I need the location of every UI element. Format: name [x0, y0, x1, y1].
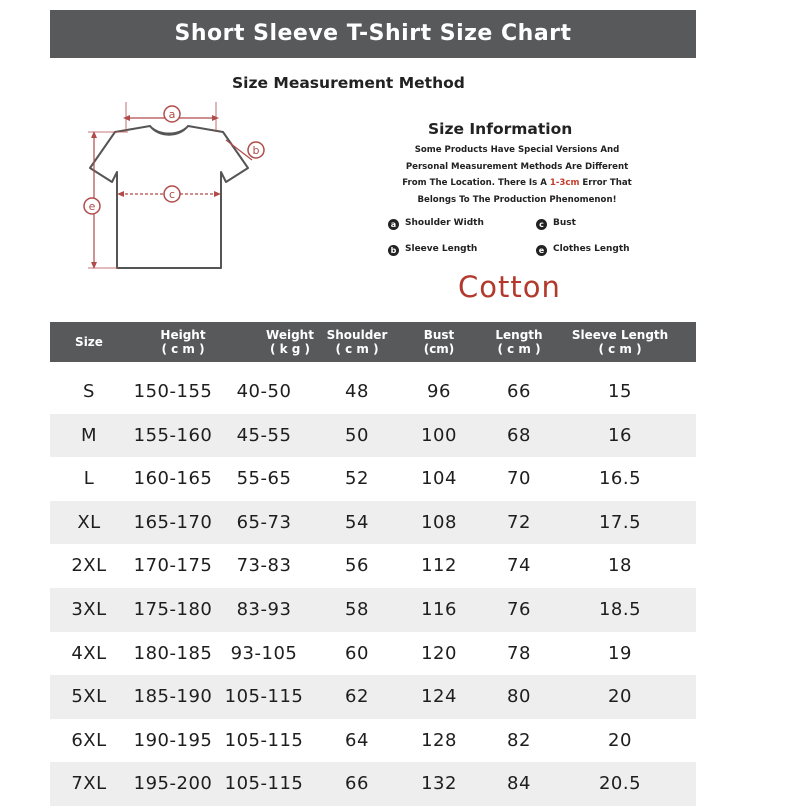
cell-height: 155-160 [133, 424, 213, 446]
legend-bust: c Bust [536, 218, 576, 230]
cell-weight: 105-115 [224, 729, 304, 751]
cell-weight: 65-73 [236, 511, 292, 533]
cell-shoulder: 48 [345, 381, 369, 402]
cell-size: 5XL [71, 686, 107, 708]
cell-length: 70 [507, 468, 531, 490]
cell-height: 175-180 [133, 599, 213, 620]
measurement-method-title: Size Measurement Method [232, 74, 465, 92]
col-header-weight: Weight ( k g ) [266, 328, 314, 356]
cell-weight: 40-50 [236, 381, 292, 402]
label-e: e [88, 200, 96, 213]
cell-size: 6XL [71, 729, 107, 751]
cell-shoulder: 50 [345, 424, 369, 446]
table-row [50, 501, 696, 545]
page-title: Short Sleeve T-Shirt Size Chart [174, 21, 572, 46]
info-line-3: From The Location. There Is A 1-3cm Error That [402, 178, 632, 189]
cell-shoulder: 52 [345, 468, 369, 490]
cell-bust: 132 [421, 773, 457, 795]
cell-sleeve-length: 20.5 [598, 773, 642, 795]
cell-bust: 108 [421, 511, 457, 533]
cell-weight: 55-65 [236, 468, 292, 490]
cell-weight: 83-93 [236, 599, 292, 620]
legend-shoulder-width: a Shoulder Width [388, 218, 484, 230]
cell-sleeve-length: 19 [608, 642, 632, 664]
cell-shoulder: 66 [345, 773, 369, 795]
cell-length: 68 [507, 424, 531, 446]
table-row [50, 370, 696, 414]
cell-height: 180-185 [133, 642, 213, 664]
cell-length: 80 [507, 686, 531, 708]
cell-weight: 45-55 [236, 424, 292, 446]
legend-a-icon: a [388, 219, 399, 230]
table-row [50, 675, 696, 719]
legend-c-icon: c [536, 219, 547, 230]
cell-size: 3XL [71, 599, 107, 620]
col-header-size: Size [75, 335, 103, 349]
cell-height: 150-155 [133, 381, 213, 402]
col-header-bust: Bust (cm) [423, 328, 455, 356]
cell-bust: 128 [421, 729, 457, 751]
cell-sleeve-length: 16.5 [598, 468, 642, 490]
cell-weight: 93-105 [230, 642, 298, 664]
info-line-4: Belongs To The Production Phenomenon! [417, 194, 617, 205]
cell-size: 4XL [71, 642, 107, 664]
cell-weight: 105-115 [224, 686, 304, 708]
col-header-sleeve-length: Sleeve Length ( c m ) [571, 328, 669, 356]
cell-height: 190-195 [133, 729, 213, 751]
cell-sleeve-length: 18.5 [598, 599, 642, 620]
label-b: b [252, 144, 260, 157]
cell-height: 170-175 [133, 555, 213, 577]
cell-size: 2XL [71, 555, 107, 577]
legend-sleeve-length: b Sleeve Length [388, 244, 477, 256]
cell-bust: 96 [427, 381, 451, 402]
cell-bust: 124 [421, 686, 457, 708]
cell-size: M [80, 424, 98, 446]
cell-height: 195-200 [133, 773, 213, 795]
cell-bust: 116 [421, 599, 457, 620]
table-row [50, 588, 696, 632]
cell-sleeve-length: 16 [608, 424, 632, 446]
label-a: a [168, 108, 176, 121]
cell-length: 66 [507, 381, 531, 402]
cell-sleeve-length: 15 [608, 381, 632, 402]
cell-length: 82 [507, 729, 531, 751]
label-c: c [168, 188, 176, 201]
table-row [50, 414, 696, 458]
cell-height: 165-170 [133, 511, 213, 533]
cell-weight: 105-115 [224, 773, 304, 795]
cell-sleeve-length: 20 [608, 686, 632, 708]
cell-bust: 104 [421, 468, 457, 490]
table-row [50, 762, 696, 806]
legend-clothes-length: e Clothes Length [536, 244, 630, 256]
info-line-2: Personal Measurement Methods Are Different [405, 161, 629, 172]
col-header-shoulder: Shoulder ( c m ) [326, 328, 388, 356]
col-header-height: Height ( c m ) [160, 328, 206, 356]
info-line-1: Some Products Have Special Versions And [414, 145, 620, 155]
cell-height: 160-165 [133, 468, 213, 490]
cell-length: 72 [507, 511, 531, 533]
cell-size: L [83, 468, 95, 490]
cell-weight: 73-83 [236, 555, 292, 577]
col-header-length: Length ( c m ) [495, 328, 543, 356]
size-information-text [386, 142, 648, 208]
cell-shoulder: 64 [345, 729, 369, 751]
material-label: Cotton [458, 270, 561, 304]
size-table-header [50, 322, 696, 362]
cell-length: 74 [507, 555, 531, 577]
cell-size: 7XL [71, 773, 107, 795]
title-bar [50, 10, 696, 58]
table-row [50, 719, 696, 763]
cell-height: 185-190 [133, 686, 213, 708]
error-range-highlight: 1-3cm [549, 178, 580, 189]
cell-bust: 100 [421, 424, 457, 446]
cell-bust: 120 [421, 642, 457, 664]
table-row [50, 457, 696, 501]
cell-sleeve-length: 18 [608, 555, 632, 577]
cell-length: 78 [507, 642, 531, 664]
cell-sleeve-length: 17.5 [598, 511, 642, 533]
cell-shoulder: 56 [345, 555, 369, 577]
cell-shoulder: 62 [345, 686, 369, 708]
cell-bust: 112 [421, 555, 457, 577]
size-information-title: Size Information [428, 120, 573, 138]
cell-shoulder: 54 [345, 511, 369, 533]
table-row [50, 632, 696, 676]
cell-size: XL [77, 511, 101, 533]
legend-e-icon: e [536, 245, 547, 256]
tshirt-measurement-diagram [68, 98, 288, 278]
table-row [50, 544, 696, 588]
cell-shoulder: 58 [345, 599, 369, 620]
cell-sleeve-length: 20 [608, 729, 632, 751]
cell-length: 76 [507, 599, 531, 620]
cell-shoulder: 60 [345, 642, 369, 664]
legend-b-icon: b [388, 245, 399, 256]
cell-size: S [83, 381, 95, 402]
cell-length: 84 [507, 773, 531, 795]
